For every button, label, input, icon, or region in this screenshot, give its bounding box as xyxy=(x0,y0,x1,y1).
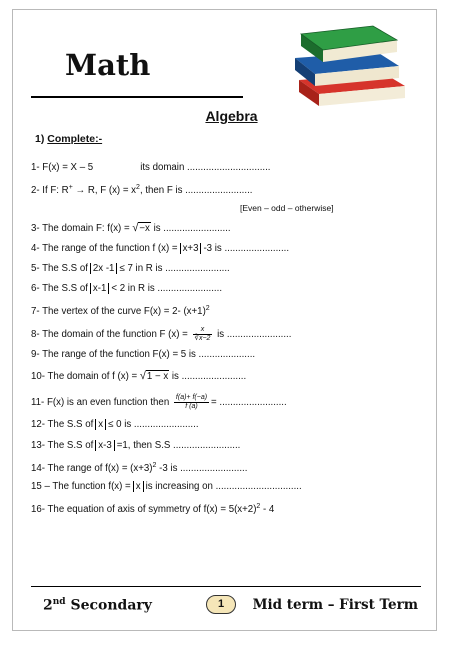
term-label: Mid term – First Term xyxy=(252,597,418,613)
title-underline xyxy=(31,96,243,98)
subject-heading: Algebra xyxy=(205,108,258,124)
question-16: 16- The equation of axis of symmetry of $f(x) = 5(x+2)^2 - 4$ xyxy=(31,503,275,516)
question-10: 10- The domain of f (x) = √1 − x is ........................ xyxy=(31,370,247,382)
question-6: 6- The S.S of x-1 < 2 in R is ........................ xyxy=(31,283,223,294)
question-2-hint: [Even – odd – otherwise] xyxy=(240,203,334,213)
question-1: 1- F(x) = X – 5 its domain ............................... xyxy=(31,162,271,173)
footer-divider xyxy=(31,586,421,587)
question-14: 14- The range of $f(x) = (x+3)^2$ -3 is ......................... xyxy=(31,462,248,475)
section-label: Complete:- xyxy=(47,133,103,145)
stacked-books-icon xyxy=(281,22,411,110)
question-7: 7- The vertex of the curve F(x) = 2- $(x+1)^2$ xyxy=(31,305,210,318)
question-9: 9- The range of the function F(x) = 5 is ..................... xyxy=(31,349,256,360)
question-11: 11- F(x) is an even function then $\frac{f(a)+ f(-a)}{f (a)}$ = ......................... xyxy=(31,394,287,410)
question-3: 3- The domain F: f(x) = √−x is ......................... xyxy=(31,222,231,234)
question-2: 2- If F: R+ → R, F $(x) = x^2$, then F is ......................... xyxy=(31,184,253,197)
grade-label: 2nd Secondary xyxy=(43,597,152,614)
question-13: 13- The S.S of x-3 =1, then S.S ......................... xyxy=(31,440,241,451)
page-number-badge: 1 xyxy=(206,595,236,614)
question-5: 5- The S.S of 2x -1 ≤ 7 in R is ........................ xyxy=(31,263,230,274)
fraction: $\frac{f(a)+ f(-a)}{f (a)}$ xyxy=(175,394,208,410)
section-heading xyxy=(35,133,102,145)
page-title: Math xyxy=(65,48,151,82)
question-12: 12- The S.S of x ≤ 0 is ........................ xyxy=(31,419,199,430)
question-8: 8- The domain of the function F (x) = $\frac{x}{∛x-2}$ is ........................ xyxy=(31,326,292,342)
worksheet-page xyxy=(12,9,437,631)
question-15: 15 – The function f(x) = x is increasing on ................................ xyxy=(31,481,302,492)
question-4: 4- The range of the function f (x) = x+3 -3 is ........................ xyxy=(31,243,290,254)
section-number: 1) xyxy=(35,133,45,145)
fraction: $\frac{x}{∛x-2}$ xyxy=(194,326,211,342)
